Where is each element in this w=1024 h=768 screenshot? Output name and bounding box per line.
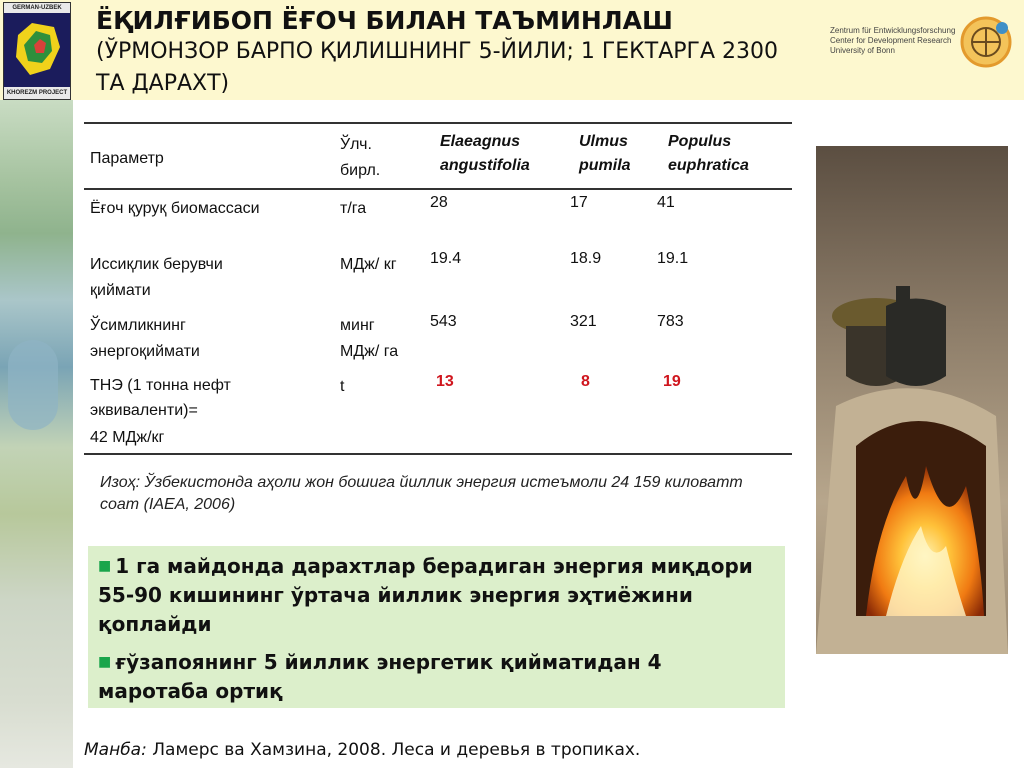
bullet-1-line-2: 55-90 кишининг ўртача йиллик энергия эҳтиёжини xyxy=(98,583,693,607)
zef-line-3: University of Bonn xyxy=(830,46,895,55)
row-4-unit: t xyxy=(340,378,345,395)
row-2-value-2: 18.9 xyxy=(570,250,602,267)
source-label: Манба: xyxy=(84,740,147,760)
logo-top-text: GERMAN-UZBEK xyxy=(4,3,70,13)
header-species-2-line-2: pumila xyxy=(579,157,631,174)
zef-line-1: Zentrum für Entwicklungsforschung xyxy=(830,26,956,35)
header-band xyxy=(0,0,1024,100)
bullet-1 xyxy=(98,552,778,639)
zef-logo-icon xyxy=(958,14,1014,70)
row-4-value-3: 19 xyxy=(663,373,681,390)
stove-fire-photo xyxy=(816,146,1008,654)
slide-title xyxy=(96,6,816,100)
header-unit-line-2: бирл. xyxy=(340,162,381,179)
row-2-param-line-2: қиймати xyxy=(90,282,151,299)
khorezm-map-icon xyxy=(10,17,64,83)
bullet-2-line-1: ғўзапоянинг 5 йиллик энергетик қийматидан 4 xyxy=(115,650,662,674)
title-line-1: ЁҚИЛҒИБОП ЁҒОЧ БИЛАН ТАЪМИНЛАШ xyxy=(96,6,673,35)
river-shape xyxy=(8,340,58,430)
header-species-3-line-1: Populus xyxy=(668,133,732,150)
row-4-param-line-3: 42 МДж/кг xyxy=(90,429,165,446)
table-top-rule xyxy=(84,122,792,124)
row-1-param: Ёғоч қуруқ биомассаси xyxy=(90,200,260,217)
bullet-2 xyxy=(98,648,778,706)
row-3-value-3: 783 xyxy=(657,313,684,330)
row-3-value-1: 543 xyxy=(430,313,457,330)
title-line-2: (ЎРМОНЗОР БАРПО ҚИЛИШНИНГ 5-ЙИЛИ; 1 ГЕКТАРГА 2300 xyxy=(96,39,778,64)
zef-text xyxy=(830,26,960,56)
header-species-2-line-1: Ulmus xyxy=(579,133,628,150)
summary-box xyxy=(88,546,785,708)
row-2-param-line-1: Иссиқлик берувчи xyxy=(90,256,223,273)
row-3-value-2: 321 xyxy=(570,313,597,330)
title-line-3: ТА ДАРАХТ) xyxy=(96,71,230,96)
header-species-1-line-1: Elaeagnus xyxy=(440,133,521,150)
bullet-square-icon: ■ xyxy=(98,654,112,670)
landscape-photo-strip xyxy=(0,100,73,768)
row-1-unit: т/га xyxy=(340,200,367,217)
source-citation xyxy=(84,740,640,760)
zef-line-2: Center for Development Research xyxy=(830,36,952,45)
german-uzbek-logo xyxy=(3,2,71,100)
row-2-unit: МДж/ кг xyxy=(340,256,397,273)
row-2-value-1: 19.4 xyxy=(430,250,462,267)
row-1-value-1: 28 xyxy=(430,194,448,211)
row-3-param-line-2: энергоқиймати xyxy=(90,343,200,360)
row-3-unit-line-2: МДж/ га xyxy=(340,343,399,360)
row-4-param-line-1: ТНЭ (1 тонна нефт xyxy=(90,377,231,394)
bullet-1-line-1: 1 га майдонда дарахтлар берадиган энергия миқдори xyxy=(115,554,753,578)
bullet-1-line-3: қоплайди xyxy=(98,612,212,636)
bullet-square-icon: ■ xyxy=(98,558,112,574)
bullet-2-line-2: маротаба ортиқ xyxy=(98,679,283,703)
row-4-value-2: 8 xyxy=(581,373,590,390)
stove-fire-illustration xyxy=(816,146,1008,654)
row-3-unit-line-1: минг xyxy=(340,317,375,334)
source-text: Ламерс ва Хамзина, 2008. Леса и деревья в тропиках. xyxy=(146,740,641,760)
row-1-value-2: 17 xyxy=(570,194,588,211)
logo-bottom-text: KHOREZM PROJECT xyxy=(4,87,70,99)
row-2-value-3: 19.1 xyxy=(657,250,689,267)
row-1-value-3: 41 xyxy=(657,194,675,211)
table-bottom-rule xyxy=(84,453,792,455)
row-4-value-1: 13 xyxy=(436,373,454,390)
header-param: Параметр xyxy=(90,150,164,167)
row-4-param-line-2: эквиваленти)= xyxy=(90,402,198,419)
header-species-1-line-2: angustifolia xyxy=(440,157,530,174)
note-text: Изоҳ: Ўзбекистонда аҳоли жон бошига йиллик энергия истеъмоли 24 159 киловатт соат (IAEA, 2006) xyxy=(100,474,743,513)
row-3-param-line-1: Ўсимликнинг xyxy=(90,317,186,334)
header-species-3-line-2: euphratica xyxy=(668,157,749,174)
header-unit-line-1: Ўлч. xyxy=(340,136,372,153)
